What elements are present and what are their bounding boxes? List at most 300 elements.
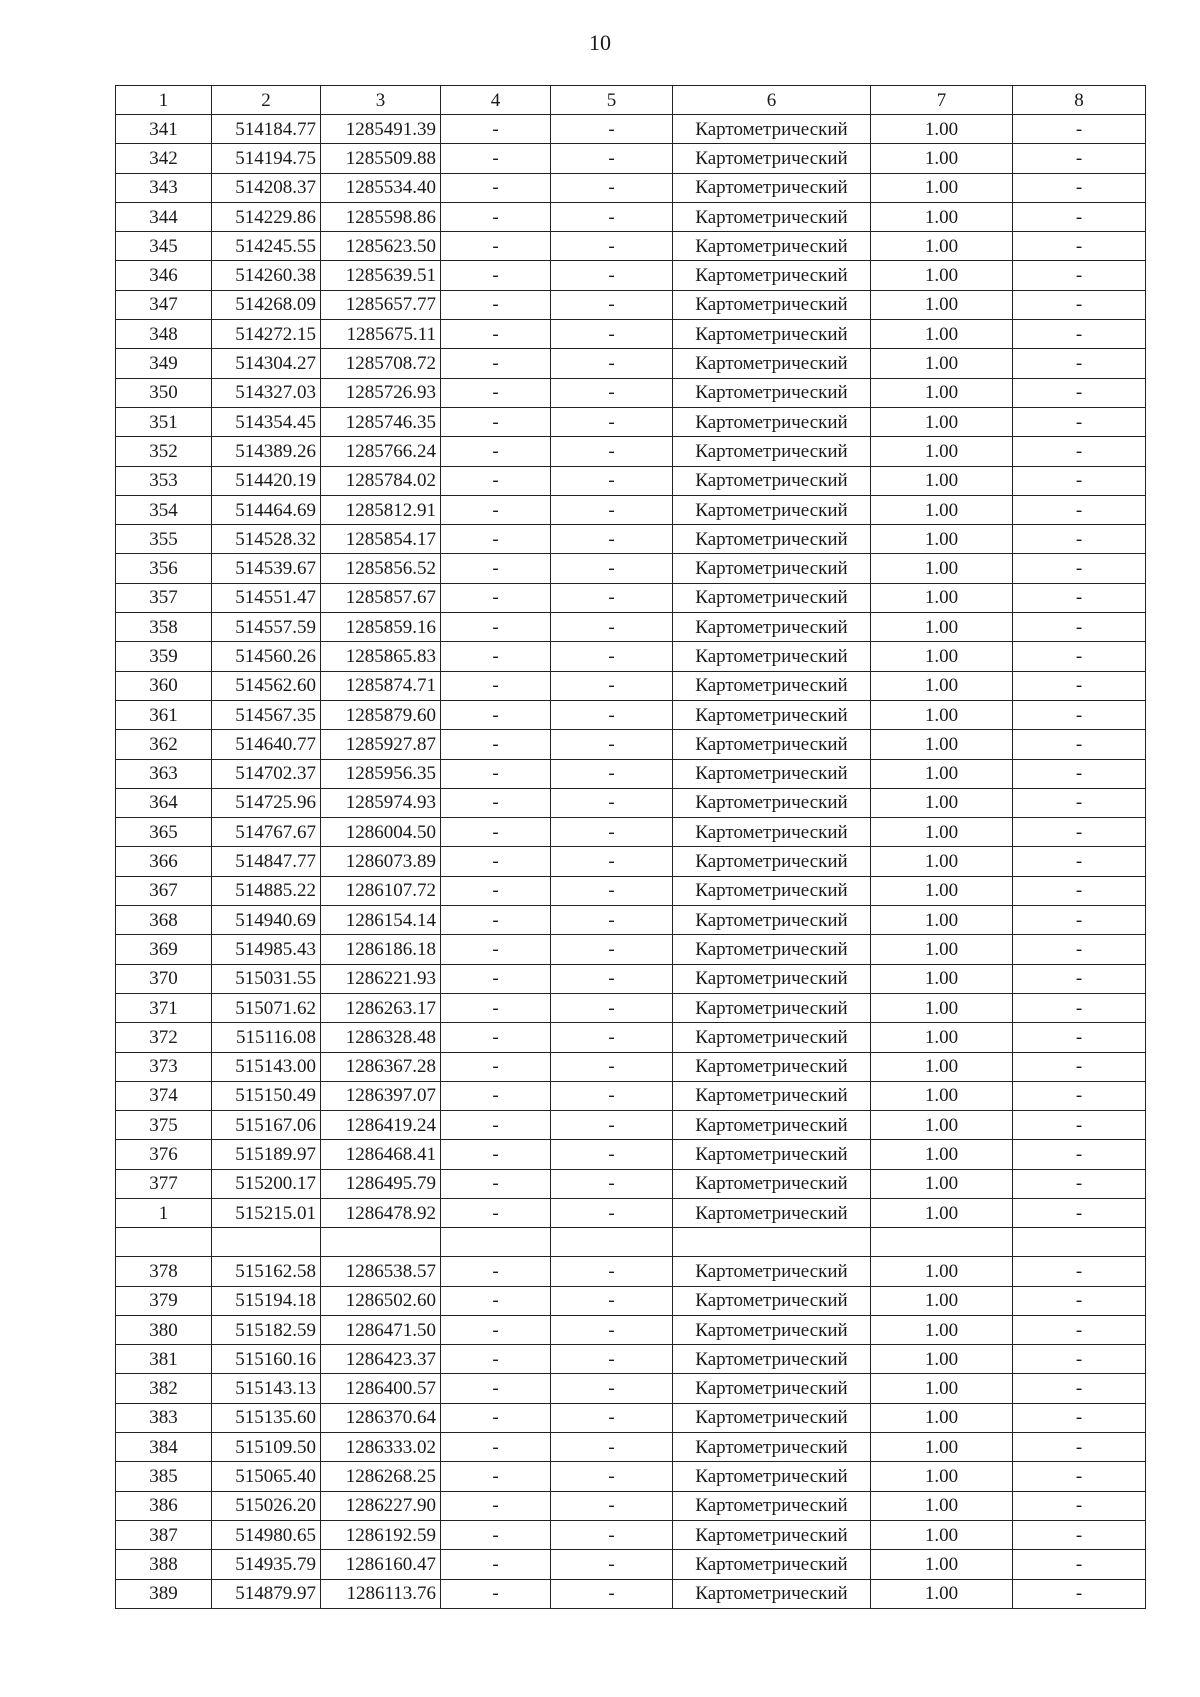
table-row — [116, 1286, 1146, 1315]
col-5-cell: - — [551, 730, 673, 759]
col-5-cell: - — [551, 554, 673, 583]
col-5-cell: - — [551, 993, 673, 1022]
column-header-1: 1 — [116, 86, 212, 115]
col-5-cell: - — [551, 261, 673, 290]
method-cell: Картометрический — [673, 1345, 871, 1374]
method-cell: Картометрический — [673, 1491, 871, 1520]
col-5-cell: - — [551, 935, 673, 964]
y-coordinate-cell: 1286471.50 — [321, 1315, 441, 1344]
point-number-cell: 386 — [116, 1491, 212, 1520]
col-4-cell: - — [441, 876, 551, 905]
accuracy-cell: 1.00 — [871, 1550, 1013, 1579]
accuracy-cell: 1.00 — [871, 1257, 1013, 1286]
accuracy-cell — [871, 1228, 1013, 1257]
table-row — [116, 1257, 1146, 1286]
method-cell: Картометрический — [673, 964, 871, 993]
col-5-cell — [551, 1228, 673, 1257]
col-8-cell: - — [1013, 1491, 1146, 1520]
x-coordinate-cell: 515116.08 — [212, 1023, 321, 1052]
method-cell: Картометрический — [673, 378, 871, 407]
y-coordinate-cell: 1285974.93 — [321, 788, 441, 817]
col-8-cell: - — [1013, 1140, 1146, 1169]
column-header-8: 8 — [1013, 86, 1146, 115]
method-cell: Картометрический — [673, 202, 871, 231]
point-number-cell: 375 — [116, 1111, 212, 1140]
col-8-cell: - — [1013, 1023, 1146, 1052]
col-4-cell: - — [441, 232, 551, 261]
col-5-cell: - — [551, 700, 673, 729]
col-8-cell: - — [1013, 993, 1146, 1022]
x-coordinate-cell: 514528.32 — [212, 525, 321, 554]
point-number-cell: 369 — [116, 935, 212, 964]
col-8-cell: - — [1013, 1111, 1146, 1140]
col-4-cell: - — [441, 1169, 551, 1198]
point-number-cell — [116, 1228, 212, 1257]
col-4-cell: - — [441, 613, 551, 642]
x-coordinate-cell: 514268.09 — [212, 290, 321, 319]
col-8-cell: - — [1013, 1462, 1146, 1491]
col-5-cell: - — [551, 1403, 673, 1432]
col-5-cell: - — [551, 1579, 673, 1608]
y-coordinate-cell: 1285726.93 — [321, 378, 441, 407]
x-coordinate-cell: 515031.55 — [212, 964, 321, 993]
method-cell: Картометрический — [673, 1081, 871, 1110]
y-coordinate-cell: 1286495.79 — [321, 1169, 441, 1198]
x-coordinate-cell — [212, 1228, 321, 1257]
accuracy-cell: 1.00 — [871, 466, 1013, 495]
table-row — [116, 671, 1146, 700]
col-5-cell: - — [551, 202, 673, 231]
accuracy-cell: 1.00 — [871, 671, 1013, 700]
method-cell: Картометрический — [673, 1169, 871, 1198]
method-cell: Картометрический — [673, 1550, 871, 1579]
col-5-cell: - — [551, 144, 673, 173]
col-4-cell: - — [441, 1374, 551, 1403]
col-4-cell: - — [441, 1550, 551, 1579]
table-row — [116, 232, 1146, 261]
col-8-cell: - — [1013, 1198, 1146, 1227]
accuracy-cell: 1.00 — [871, 1374, 1013, 1403]
accuracy-cell: 1.00 — [871, 1081, 1013, 1110]
col-8-cell — [1013, 1228, 1146, 1257]
x-coordinate-cell: 515071.62 — [212, 993, 321, 1022]
col-8-cell: - — [1013, 1257, 1146, 1286]
point-number-cell: 380 — [116, 1315, 212, 1344]
x-coordinate-cell: 514327.03 — [212, 378, 321, 407]
col-4-cell: - — [441, 1403, 551, 1432]
col-8-cell: - — [1013, 788, 1146, 817]
point-number-cell: 377 — [116, 1169, 212, 1198]
method-cell: Картометрический — [673, 818, 871, 847]
accuracy-cell: 1.00 — [871, 261, 1013, 290]
col-5-cell: - — [551, 1111, 673, 1140]
x-coordinate-cell: 514260.38 — [212, 261, 321, 290]
col-4-cell: - — [441, 583, 551, 612]
table-row — [116, 700, 1146, 729]
col-8-cell: - — [1013, 173, 1146, 202]
y-coordinate-cell: 1286004.50 — [321, 818, 441, 847]
table-row — [116, 876, 1146, 905]
y-coordinate-cell: 1285708.72 — [321, 349, 441, 378]
table-row — [116, 1169, 1146, 1198]
column-header-3: 3 — [321, 86, 441, 115]
col-8-cell: - — [1013, 847, 1146, 876]
point-number-cell: 1 — [116, 1198, 212, 1227]
accuracy-cell: 1.00 — [871, 730, 1013, 759]
table-row — [116, 935, 1146, 964]
y-coordinate-cell: 1285639.51 — [321, 261, 441, 290]
point-number-cell: 379 — [116, 1286, 212, 1315]
y-coordinate-cell: 1286186.18 — [321, 935, 441, 964]
accuracy-cell: 1.00 — [871, 613, 1013, 642]
col-4-cell: - — [441, 935, 551, 964]
col-5-cell: - — [551, 1169, 673, 1198]
y-coordinate-cell: 1285879.60 — [321, 700, 441, 729]
col-8-cell: - — [1013, 1374, 1146, 1403]
col-4-cell: - — [441, 495, 551, 524]
col-4-cell: - — [441, 1140, 551, 1169]
col-5-cell: - — [551, 378, 673, 407]
coordinates-table — [115, 85, 1146, 1609]
col-4-cell: - — [441, 407, 551, 436]
accuracy-cell: 1.00 — [871, 906, 1013, 935]
column-header-7: 7 — [871, 86, 1013, 115]
col-5-cell: - — [551, 759, 673, 788]
accuracy-cell: 1.00 — [871, 349, 1013, 378]
column-header-4: 4 — [441, 86, 551, 115]
col-4-cell: - — [441, 173, 551, 202]
x-coordinate-cell: 515162.58 — [212, 1257, 321, 1286]
col-8-cell: - — [1013, 1579, 1146, 1608]
col-8-cell: - — [1013, 1345, 1146, 1374]
accuracy-cell: 1.00 — [871, 1345, 1013, 1374]
method-cell: Картометрический — [673, 1579, 871, 1608]
accuracy-cell: 1.00 — [871, 407, 1013, 436]
col-8-cell: - — [1013, 671, 1146, 700]
point-number-cell: 372 — [116, 1023, 212, 1052]
accuracy-cell: 1.00 — [871, 1403, 1013, 1432]
col-4-cell — [441, 1228, 551, 1257]
col-5-cell: - — [551, 437, 673, 466]
y-coordinate-cell: 1285874.71 — [321, 671, 441, 700]
col-4-cell: - — [441, 1052, 551, 1081]
col-5-cell: - — [551, 671, 673, 700]
x-coordinate-cell: 514885.22 — [212, 876, 321, 905]
col-5-cell: - — [551, 232, 673, 261]
col-4-cell: - — [441, 1520, 551, 1549]
table-row — [116, 525, 1146, 554]
x-coordinate-cell: 515167.06 — [212, 1111, 321, 1140]
col-8-cell: - — [1013, 320, 1146, 349]
y-coordinate-cell: 1285675.11 — [321, 320, 441, 349]
y-coordinate-cell: 1285857.67 — [321, 583, 441, 612]
x-coordinate-cell: 514847.77 — [212, 847, 321, 876]
table-row — [116, 320, 1146, 349]
table-row — [116, 1111, 1146, 1140]
col-5-cell: - — [551, 495, 673, 524]
x-coordinate-cell: 515189.97 — [212, 1140, 321, 1169]
accuracy-cell: 1.00 — [871, 964, 1013, 993]
col-5-cell: - — [551, 1520, 673, 1549]
col-8-cell: - — [1013, 437, 1146, 466]
col-8-cell: - — [1013, 730, 1146, 759]
col-5-cell: - — [551, 290, 673, 319]
col-5-cell: - — [551, 1140, 673, 1169]
y-coordinate-cell: 1286160.47 — [321, 1550, 441, 1579]
method-cell: Картометрический — [673, 144, 871, 173]
table-row — [116, 1579, 1146, 1608]
col-8-cell: - — [1013, 202, 1146, 231]
method-cell: Картометрический — [673, 1433, 871, 1462]
y-coordinate-cell: 1286397.07 — [321, 1081, 441, 1110]
point-number-cell: 351 — [116, 407, 212, 436]
method-cell: Картометрический — [673, 1198, 871, 1227]
table-row — [116, 173, 1146, 202]
col-8-cell: - — [1013, 583, 1146, 612]
table-row — [116, 1198, 1146, 1227]
accuracy-cell: 1.00 — [871, 495, 1013, 524]
col-4-cell: - — [441, 349, 551, 378]
col-8-cell: - — [1013, 1315, 1146, 1344]
table-body — [116, 86, 1146, 1609]
table-row — [116, 1403, 1146, 1432]
point-number-cell: 345 — [116, 232, 212, 261]
accuracy-cell: 1.00 — [871, 1111, 1013, 1140]
accuracy-cell: 1.00 — [871, 935, 1013, 964]
col-8-cell: - — [1013, 1550, 1146, 1579]
col-8-cell: - — [1013, 1081, 1146, 1110]
table-row — [116, 818, 1146, 847]
x-coordinate-cell: 514464.69 — [212, 495, 321, 524]
x-coordinate-cell: 515143.13 — [212, 1374, 321, 1403]
x-coordinate-cell: 514184.77 — [212, 115, 321, 144]
y-coordinate-cell: 1286370.64 — [321, 1403, 441, 1432]
method-cell: Картометрический — [673, 1520, 871, 1549]
accuracy-cell: 1.00 — [871, 1315, 1013, 1344]
y-coordinate-cell: 1285657.77 — [321, 290, 441, 319]
y-coordinate-cell — [321, 1228, 441, 1257]
table-row — [116, 1491, 1146, 1520]
method-cell: Картометрический — [673, 495, 871, 524]
table-row — [116, 1520, 1146, 1549]
table-row — [116, 993, 1146, 1022]
col-4-cell: - — [441, 1081, 551, 1110]
table-row — [116, 495, 1146, 524]
col-5-cell: - — [551, 788, 673, 817]
x-coordinate-cell: 515182.59 — [212, 1315, 321, 1344]
table-row — [116, 1315, 1146, 1344]
col-4-cell: - — [441, 671, 551, 700]
accuracy-cell: 1.00 — [871, 1286, 1013, 1315]
table-row — [116, 554, 1146, 583]
col-5-cell: - — [551, 525, 673, 554]
table-row — [116, 730, 1146, 759]
accuracy-cell: 1.00 — [871, 437, 1013, 466]
col-4-cell: - — [441, 1023, 551, 1052]
col-4-cell: - — [441, 320, 551, 349]
point-number-cell: 381 — [116, 1345, 212, 1374]
col-5-cell: - — [551, 1374, 673, 1403]
accuracy-cell: 1.00 — [871, 1140, 1013, 1169]
y-coordinate-cell: 1286478.92 — [321, 1198, 441, 1227]
method-cell: Картометрический — [673, 1286, 871, 1315]
col-4-cell: - — [441, 466, 551, 495]
method-cell: Картометрический — [673, 320, 871, 349]
col-8-cell: - — [1013, 876, 1146, 905]
table-row — [116, 1345, 1146, 1374]
point-number-cell: 353 — [116, 466, 212, 495]
point-number-cell: 385 — [116, 1462, 212, 1491]
y-coordinate-cell: 1286227.90 — [321, 1491, 441, 1520]
accuracy-cell: 1.00 — [871, 1433, 1013, 1462]
x-coordinate-cell: 514940.69 — [212, 906, 321, 935]
method-cell: Картометрический — [673, 115, 871, 144]
accuracy-cell: 1.00 — [871, 642, 1013, 671]
method-cell: Картометрический — [673, 1052, 871, 1081]
col-8-cell: - — [1013, 290, 1146, 319]
col-5-cell: - — [551, 1286, 673, 1315]
col-5-cell: - — [551, 1052, 673, 1081]
y-coordinate-cell: 1285509.88 — [321, 144, 441, 173]
x-coordinate-cell: 514557.59 — [212, 613, 321, 642]
table-row — [116, 437, 1146, 466]
col-8-cell: - — [1013, 554, 1146, 583]
point-number-cell: 348 — [116, 320, 212, 349]
method-cell: Картометрический — [673, 290, 871, 319]
y-coordinate-cell: 1285746.35 — [321, 407, 441, 436]
x-coordinate-cell: 514985.43 — [212, 935, 321, 964]
col-8-cell: - — [1013, 349, 1146, 378]
col-8-cell: - — [1013, 964, 1146, 993]
method-cell: Картометрический — [673, 1403, 871, 1432]
col-4-cell: - — [441, 1111, 551, 1140]
point-number-cell: 347 — [116, 290, 212, 319]
table-row — [116, 1081, 1146, 1110]
table-row — [116, 407, 1146, 436]
col-5-cell: - — [551, 466, 673, 495]
col-8-cell: - — [1013, 818, 1146, 847]
point-number-cell: 361 — [116, 700, 212, 729]
col-5-cell: - — [551, 1081, 673, 1110]
point-number-cell: 360 — [116, 671, 212, 700]
col-8-cell: - — [1013, 144, 1146, 173]
y-coordinate-cell: 1285623.50 — [321, 232, 441, 261]
point-number-cell: 357 — [116, 583, 212, 612]
point-number-cell: 374 — [116, 1081, 212, 1110]
col-5-cell: - — [551, 349, 673, 378]
col-4-cell: - — [441, 1257, 551, 1286]
accuracy-cell: 1.00 — [871, 320, 1013, 349]
col-8-cell: - — [1013, 1286, 1146, 1315]
col-5-cell: - — [551, 1023, 673, 1052]
x-coordinate-cell: 514245.55 — [212, 232, 321, 261]
y-coordinate-cell: 1285598.86 — [321, 202, 441, 231]
point-number-cell: 362 — [116, 730, 212, 759]
y-coordinate-cell: 1285956.35 — [321, 759, 441, 788]
point-number-cell: 343 — [116, 173, 212, 202]
col-4-cell: - — [441, 525, 551, 554]
col-5-cell: - — [551, 876, 673, 905]
point-number-cell: 350 — [116, 378, 212, 407]
y-coordinate-cell: 1285856.52 — [321, 554, 441, 583]
x-coordinate-cell: 514208.37 — [212, 173, 321, 202]
method-cell: Картометрический — [673, 173, 871, 202]
col-4-cell: - — [441, 847, 551, 876]
col-4-cell: - — [441, 818, 551, 847]
col-8-cell: - — [1013, 495, 1146, 524]
x-coordinate-cell: 515135.60 — [212, 1403, 321, 1432]
accuracy-cell: 1.00 — [871, 554, 1013, 583]
accuracy-cell: 1.00 — [871, 1198, 1013, 1227]
accuracy-cell: 1.00 — [871, 115, 1013, 144]
y-coordinate-cell: 1286367.28 — [321, 1052, 441, 1081]
table-row — [116, 115, 1146, 144]
method-cell: Картометрический — [673, 935, 871, 964]
accuracy-cell: 1.00 — [871, 847, 1013, 876]
y-coordinate-cell: 1286192.59 — [321, 1520, 441, 1549]
point-number-cell: 367 — [116, 876, 212, 905]
accuracy-cell: 1.00 — [871, 525, 1013, 554]
x-coordinate-cell: 514567.35 — [212, 700, 321, 729]
col-5-cell: - — [551, 1433, 673, 1462]
y-coordinate-cell: 1285812.91 — [321, 495, 441, 524]
col-5-cell: - — [551, 1491, 673, 1520]
col-4-cell: - — [441, 1315, 551, 1344]
table-row — [116, 466, 1146, 495]
accuracy-cell: 1.00 — [871, 1520, 1013, 1549]
method-cell: Картометрический — [673, 671, 871, 700]
x-coordinate-cell: 514879.97 — [212, 1579, 321, 1608]
col-4-cell: - — [441, 1345, 551, 1374]
x-coordinate-cell: 514194.75 — [212, 144, 321, 173]
y-coordinate-cell: 1285784.02 — [321, 466, 441, 495]
x-coordinate-cell: 515160.16 — [212, 1345, 321, 1374]
y-coordinate-cell: 1286400.57 — [321, 1374, 441, 1403]
y-coordinate-cell: 1285865.83 — [321, 642, 441, 671]
point-number-cell: 366 — [116, 847, 212, 876]
x-coordinate-cell: 514560.26 — [212, 642, 321, 671]
point-number-cell: 373 — [116, 1052, 212, 1081]
table-row — [116, 642, 1146, 671]
x-coordinate-cell: 514389.26 — [212, 437, 321, 466]
column-header-2: 2 — [212, 86, 321, 115]
accuracy-cell: 1.00 — [871, 1023, 1013, 1052]
x-coordinate-cell: 514420.19 — [212, 466, 321, 495]
x-coordinate-cell: 514304.27 — [212, 349, 321, 378]
point-number-cell: 355 — [116, 525, 212, 554]
point-number-cell: 352 — [116, 437, 212, 466]
point-number-cell: 378 — [116, 1257, 212, 1286]
y-coordinate-cell: 1286328.48 — [321, 1023, 441, 1052]
table-row — [116, 1023, 1146, 1052]
method-cell: Картометрический — [673, 1257, 871, 1286]
method-cell: Картометрический — [673, 1374, 871, 1403]
accuracy-cell: 1.00 — [871, 173, 1013, 202]
col-5-cell: - — [551, 613, 673, 642]
point-number-cell: 349 — [116, 349, 212, 378]
x-coordinate-cell: 514272.15 — [212, 320, 321, 349]
table-row — [116, 144, 1146, 173]
accuracy-cell: 1.00 — [871, 232, 1013, 261]
point-number-cell: 342 — [116, 144, 212, 173]
y-coordinate-cell: 1285491.39 — [321, 115, 441, 144]
y-coordinate-cell: 1286107.72 — [321, 876, 441, 905]
point-number-cell: 370 — [116, 964, 212, 993]
x-coordinate-cell: 514551.47 — [212, 583, 321, 612]
accuracy-cell: 1.00 — [871, 876, 1013, 905]
method-cell: Картометрический — [673, 1111, 871, 1140]
x-coordinate-cell: 515194.18 — [212, 1286, 321, 1315]
